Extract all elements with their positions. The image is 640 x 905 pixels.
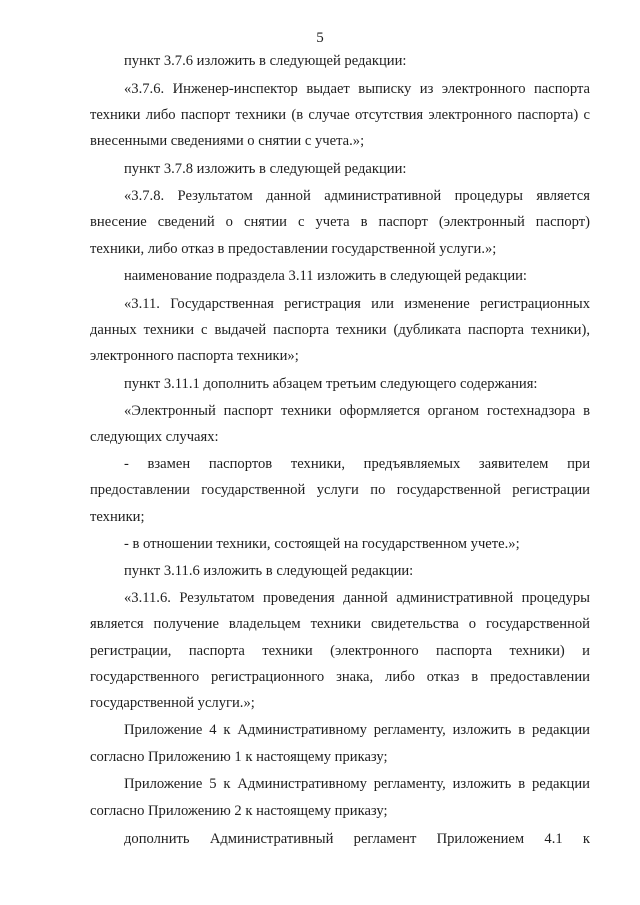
text-line: внесенными сведениями о снятии с учета.»; — [90, 133, 365, 149]
text-line: наименование подраздела 3.11 изложить в следующей редакции: — [124, 268, 527, 284]
text-line: электронного паспорта техники»; — [90, 348, 299, 364]
text-line: пункт 3.7.8 изложить в следующей редакции: — [124, 161, 407, 177]
text-line: следующих случаях: — [90, 429, 219, 445]
text-line: пункт 3.11.1 дополнить абзацем третьим следующего содержания: — [124, 376, 538, 392]
text-line: дополнить Административный регламент Приложением 4.1 к — [124, 831, 590, 847]
text-line: государственного регистрационного знака, либо отказ в предоставлении — [90, 669, 590, 685]
text-line: Приложение 4 к Административному регламенту, изложить в редакции — [124, 722, 590, 738]
text-line: техники либо паспорт техники (в случае отсутствия электронного паспорта) с — [90, 107, 590, 123]
text-line: согласно Приложению 2 к настоящему приказу; — [90, 803, 388, 819]
text-line: «3.7.8. Результатом данной административной процедуры является — [124, 188, 590, 204]
text-line: государственной услуги.»; — [90, 695, 255, 711]
text-line: - в отношении техники, состоящей на государственном учете.»; — [124, 536, 520, 552]
text-line: пункт 3.7.6 изложить в следующей редакции: — [124, 53, 407, 69]
text-line: техники, либо отказ в предоставлении государственной услуги.»; — [90, 241, 497, 257]
text-line: предоставлении государственной услуги по государственной регистрации — [90, 482, 590, 498]
text-line: является получение владельцем техники свидетельства о государственной — [90, 616, 590, 632]
text-line: «3.11. Государственная регистрация или изменение регистрационных — [124, 296, 590, 312]
text-line: техники; — [90, 509, 145, 525]
text-line: «Электронный паспорт техники оформляется органом гостехнадзора в — [124, 403, 590, 419]
text-line: Приложение 5 к Административному регламенту, изложить в редакции — [124, 776, 590, 792]
text-line: «3.7.6. Инженер-инспектор выдает выписку из электронного паспорта — [124, 81, 590, 97]
text-line: согласно Приложению 1 к настоящему приказу; — [90, 749, 388, 765]
page-number: 5 — [316, 30, 324, 46]
text-line: данных техники с выдачей паспорта техники (дубликата паспорта техники), — [90, 322, 590, 338]
text-line: пункт 3.11.6 изложить в следующей редакции: — [124, 563, 414, 579]
text-line: регистрации, паспорта техники (электронного паспорта техники) и — [90, 643, 590, 659]
text-line: внесение сведений о снятии с учета в паспорт (электронный паспорт) — [90, 214, 590, 230]
text-line: - взамен паспортов техники, предъявляемых заявителем при — [124, 456, 590, 472]
text-line: «3.11.6. Результатом проведения данной административной процедуры — [124, 590, 590, 606]
